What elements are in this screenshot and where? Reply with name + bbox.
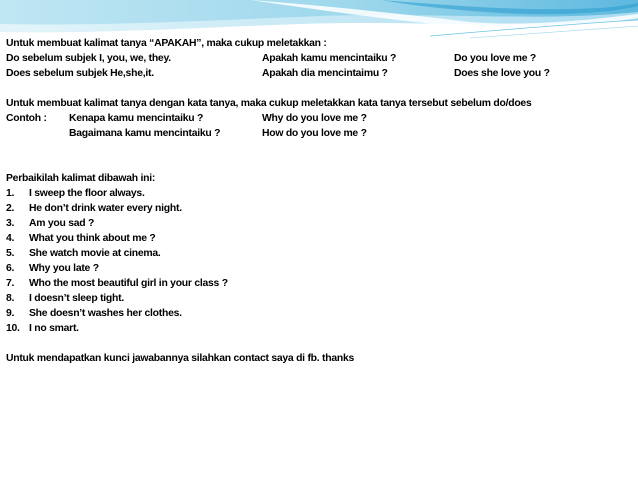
section1-row-do (6, 51, 632, 66)
example-indo-does: Apakah dia mencintaimu ? (262, 68, 388, 79)
list-item: 6. Why you late ? (6, 263, 99, 274)
section1-title: Untuk membuat kalimat tanya “APAKAH”, maka cukup meletakkan : (6, 38, 327, 49)
list-item: 5. She watch movie at cinema. (6, 248, 161, 259)
example-eng-do: Do you love me ? (454, 53, 537, 64)
rule-do: Do sebelum subjek I, you, we, they. (6, 53, 171, 64)
list-item: 4. What you think about me ? (6, 233, 156, 244)
example-indo-bagaimana: Bagaimana kamu mencintaiku ? (69, 128, 221, 139)
example-eng-how: How do you love me ? (262, 128, 367, 139)
list-item: 3. Am you sad ? (6, 218, 95, 229)
list-item: 7. Who the most beautiful girl in your class ? (6, 278, 228, 289)
slide-content (6, 36, 632, 366)
rule-does: Does sebelum subjek He,she,it. (6, 68, 154, 79)
list-item: 1. I sweep the floor always. (6, 188, 145, 199)
header-wave-decoration (0, 0, 638, 40)
list-item: 9. She doesn’t washes her clothes. (6, 308, 182, 319)
section2-example-row-2 (6, 126, 632, 141)
footer-note: Untuk mendapatkan kunci jawabannya silahkan contact saya di fb. thanks (6, 353, 355, 364)
contoh-label: Contoh : (6, 113, 47, 124)
example-indo-do: Apakah kamu mencintaiku ? (262, 53, 397, 64)
list-item: 10. I no smart. (6, 323, 79, 334)
example-eng-does: Does she love you ? (454, 68, 550, 79)
example-indo-kenapa: Kenapa kamu mencintaiku ? (69, 113, 204, 124)
section2-title: Untuk membuat kalimat tanya dengan kata tanya, maka cukup meletakkan kata tanya tersebut sebelum do/does (6, 98, 532, 109)
section1-row-does (6, 66, 632, 81)
exercise-title: Perbaikilah kalimat dibawah ini: (6, 173, 156, 184)
list-item: 8. I doesn’t sleep tight. (6, 293, 124, 304)
section2-example-row-1 (6, 111, 632, 126)
exercise-list (6, 186, 632, 336)
list-item: 2. He don’t drink water every night. (6, 203, 182, 214)
example-eng-why: Why do you love me ? (262, 113, 367, 124)
